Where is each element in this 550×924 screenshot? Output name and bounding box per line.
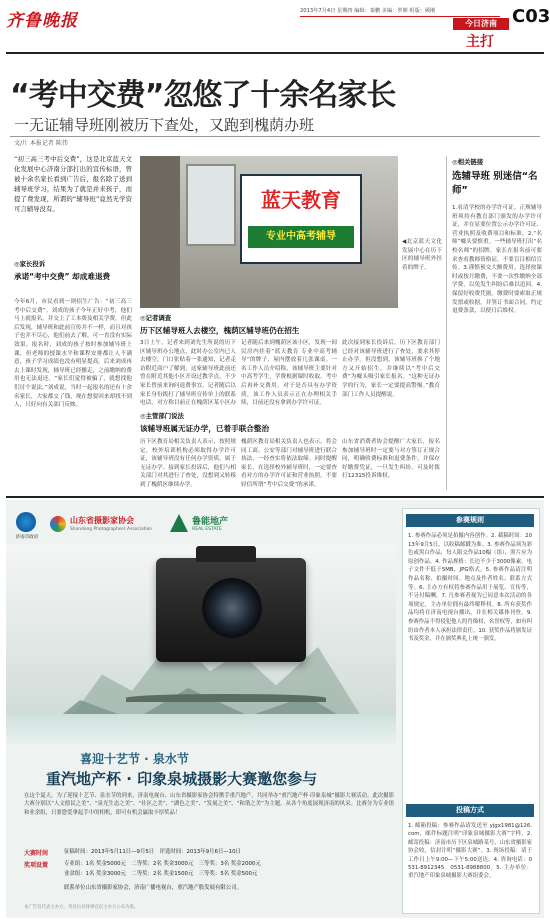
ad-bridge bbox=[126, 694, 326, 702]
header-rule bbox=[6, 52, 544, 54]
headline-rule bbox=[10, 136, 540, 137]
ad-rules-body: 1. 参赛作品必须是拍摄内容创作。2. 截稿时间：2013年9月5日，以收稿邮戳为准。3. 参赛作品须为彩色或黑白作品，每人限交作品10幅（组），照片应为原创作品。4. 作品规格：长边不少于3000像素，电子文件不低于5MB，JPG格式。5. 参赛作品请注明作品名称、拍摄时间、地点及作者姓名、联系方式等。6. 主办方有权将参赛作品用于展览、宣传等，不另付稿酬。7. 凡参赛者视为已同意本次活动的各项规定，主办单位拥有最终解释权。8. 所有获奖作品均将在济南电视台播出，并在相关媒体刊登。9. 参赛作品不得侵犯他人的肖像权、名誉权等，如有纠纷由作者本人承担法律责任。10. 获奖作品将颁发证书及奖金，并在颁奖典礼上统一颁发。 bbox=[408, 533, 532, 643]
ad-footer-note: 本广告仅代表主办方，刊登后具体事宜以主办方公布为准。 bbox=[24, 905, 139, 910]
banner-line2: 专业中高考辅导 bbox=[248, 226, 354, 248]
section1-title: ◎家长投诉 bbox=[14, 260, 46, 268]
camera-lens bbox=[202, 578, 262, 638]
logo2-text: 山东省摄影家协会 bbox=[70, 516, 134, 525]
mid-col2: 记者随后来到槐荫区该小区，发现一间民房内挂着“蓝天教育 专业中高考辅导”的牌子，屋内摆放着几张课桌。一名工作人员介绍称，该辅导班主要针对中高考学生，学费根据课时收取，考中后再补交费用。对于是否具有办学资质，该工作人员表示正在办理相关手续，目前还没有拿到办学许可证。 bbox=[241, 340, 337, 407]
section2-headline: 历下区辅导班人去楼空，槐荫区辅导班仍在招生 bbox=[140, 326, 300, 335]
logo2-emblem bbox=[50, 516, 66, 532]
section1-headline: 承诺“考中交费” 却成难退费 bbox=[14, 272, 111, 281]
ad-block bbox=[6, 500, 544, 918]
ad-camera bbox=[156, 558, 306, 662]
ad-prize-label: 奖项设置 bbox=[24, 862, 49, 869]
header-meta: 2013年7月4日 星期四 编辑：秦鹏 美编：罗婵 组版：顾刚 bbox=[300, 8, 436, 14]
header-meta-rule bbox=[300, 16, 500, 17]
section-name: 主打 bbox=[466, 34, 494, 50]
logo2-en: Shandong Photographers Association bbox=[70, 527, 153, 532]
mid-col3: 此次接到家长投诉后，历下区教育部门已经对该辅导班进行了查处，要求其停止办学。但没想到，该辅导班换了个地方又开始招生，并继续以“考中后交费”为噱头吸引家长报名。“这种无证办学的行为，家长一定要提高警惕。”教育部门工作人员提醒说。 bbox=[342, 340, 440, 398]
photo-caption: ◀北京蓝天文化发展中心在历下区的辅导班外挂着的牌子。 bbox=[402, 239, 442, 271]
photo-window bbox=[186, 164, 236, 246]
section2-title: ◎记者调查 bbox=[140, 314, 172, 322]
section-bar: 今日济南 bbox=[453, 18, 509, 30]
ad-intro: 在这个夏天，为了迎接十艺节、泉水节的到来，济南电视台、山东省摄影家协会特携手重汽地产，共同举办“重汽地产杯·印象泉城”摄影大赛活动。此次摄影大赛分别以“人文德民之美”、“泉光生态之美”、“社区之美”、“湖色之美”、“发展之美”、“和谐之美”为主题。从各个角度展现济南的风采。比赛分为专业组和业余组，只要您爱拿起手中的相机，即可有机会赢取丰厚奖品！ bbox=[24, 793, 394, 816]
byline: 文/片 本报记者 陈伟 bbox=[14, 140, 68, 147]
ad-organizer: 联系单位山东省摄影家协会，济南广播电视台，重汽地产股发展有限公司。 bbox=[64, 885, 242, 891]
ad-prize-row1: 专业组：1名 奖金5000元 二等奖：2名 奖金3000元 三等奖：3名 奖金2000元 bbox=[64, 861, 261, 867]
ad-title-line2: 重汽地产杯 · 印象泉城摄影大赛邀您参与 bbox=[46, 770, 318, 788]
banner-poster bbox=[240, 174, 362, 264]
bottom-col2: 槐荫区教育局相关负责人也表示，将会同工商、公安等部门对辅导班进行联合执法，一经查实将依法取缔。同时提醒家长，在选择校外辅导班时，一定要查看对方的办学许可证和营业执照，不要轻信所谓“考中后交费”的承诺。 bbox=[241, 439, 337, 488]
ad-rules-title: 参赛规则 bbox=[406, 514, 534, 527]
sidebar-rule bbox=[446, 156, 447, 490]
logo3-text: 鲁能地产 bbox=[192, 517, 229, 527]
newspaper-brand: 齐鲁晚报 bbox=[6, 11, 78, 31]
logo1-text: 济南市政府 bbox=[15, 535, 39, 540]
logo3-en: REAL ESTATE bbox=[192, 527, 223, 532]
ad-submit-body: 1. 邮箱投稿：参赛作品请发送至 yjgx1981@126.com，邮件标题注明“印象泉城摄影大赛”字样。2. 邮寄投稿：济南市历下区泉城路某号，山东省摄影家协会收，信封注明“摄影大赛”。3. 现场投稿：请于工作日上午9:00—下午5:00送达。4. 咨询电话：0531-8912345 0531-8988800。5. 主办单位：重汽地产印象泉城摄影大赛组委会。 bbox=[408, 823, 532, 880]
ad-time-value: 征稿时间：2013年5月11日—9月5日 评选时间：2013年9月6日—10日 bbox=[64, 849, 241, 855]
banner-line1: 蓝天教育 bbox=[261, 188, 341, 212]
ad-time-label: 大赛时间 bbox=[24, 850, 49, 857]
section3-title: ◎主管部门说法 bbox=[140, 412, 184, 420]
logo3-emblem bbox=[170, 514, 188, 532]
bottom-col1: 历下区教育局相关负责人表示，按照规定，校外培训机构必须取得办学许可证，该辅导班没有任何办学资质，属于无证办学。接到家长投诉后，他们与相关部门对其进行了查处，没想到又转移到了槐荫区继续办学。 bbox=[140, 439, 236, 488]
article-photo bbox=[140, 156, 398, 308]
ad-water bbox=[6, 714, 396, 744]
ad-divider bbox=[6, 496, 544, 498]
section3-headline: 该辅导班属无证办学，已着手联合整治 bbox=[140, 424, 270, 433]
logo1-emblem bbox=[16, 512, 36, 532]
mid-col1: 3日上午，记者来到刘先生所说的历下区辅导班办公地点，此时办公室内已人去楼空，门口张贴着一张通知，记者走访附近商户了解到，这家辅导班此前还曾在附近其他小区开设过教学点，不少家长曾前来询问退费事宜。记者随后以家长身份拨打了辅导班宣传单上的联系电话，对方称目前正在槐荫区某小区办 bbox=[140, 340, 236, 407]
page-number: C03 bbox=[512, 6, 550, 27]
sidebar-headline: 选辅导班 别迷信“名师” bbox=[452, 171, 538, 196]
ad-submit-title: 投稿方式 bbox=[406, 804, 534, 817]
ad-title-line1: 喜迎十艺节 · 泉水节 bbox=[80, 752, 189, 766]
lede: “初三高三考中后交费”，这是北京蓝天文化发展中心济南分部打出的宣传标语，曾被十余名家长看到广告后，报名除了送到辅导班学习，结果为了就是并来孩子，而提了费发现，所谓的“辅导班”竟然无学资可言辅导没有。 bbox=[14, 155, 132, 213]
ad-mountain-scene bbox=[6, 544, 396, 744]
photo-wall-dark bbox=[140, 156, 180, 308]
ad-prize-row2: 业余组：1名 奖金3000元 二等奖：2名 奖金1500元 三等奖：5名 奖金500元 bbox=[64, 871, 258, 877]
col1-body: 今年6月，市民看到一则招生广告：“初三高三考中后交费”。刘成的孩子今年正好中考，他们马上就报名，并交上了工本费及相关学费。但此后发现，辅导班和此前宣传并不一样，而且对孩子也并不尽心，他们前去了解，可一直没有实际效果。报名时，刘成的孩子按时参加辅导班上课，但老师的授课水平和课程安排都让人不满意，孩子学习成绩也没有明显提高。后来刘成再去上课时发现，辅导班已经搬走，之前缴纳的费用也无法退还。“家长们觉得被骗了，就想找他们讨个说法。”刘成说，当时一起报名的还有十余名家长，大家都交了钱，现在想要回来却找不到人，只好向有关部门反映。 bbox=[14, 299, 132, 409]
article-headline: “考中交费”忽悠了十余名家长 bbox=[10, 78, 396, 113]
sidebar-body: 1.看清学校的办学许可证。正规辅导班须持有教育部门颁发的办学许可证，并在显要位置公示办学许可证、营业执照及收费项目和标准。2.“名师”噱头要慎重。一些辅导班打出“名校名师”的招牌，家长在报名前可要求查看教师资格证，不要盲目相信宣传。3.谨慎预交大额费用。选择按课时或按月缴费，不要一次性缴纳全部学费，以免发生纠纷后难以追回。4.保留好收费凭据。缴费时要索取正规发票或收据，并签订书面合同，约定退费条款，以便日后维权。 bbox=[452, 205, 542, 315]
sidebar-title: ◎相关链接 bbox=[452, 158, 484, 166]
camera-top bbox=[196, 546, 256, 562]
bottom-col3: 山东省消费者协会提醒广大家长，报名参加辅导班时一定要与对方签订正规合同，明确收费标准和退费条件，并保存好缴费凭证，一旦发生纠纷，可及时拨打12315投诉维权。 bbox=[342, 439, 440, 480]
article-subhead: 一无证辅导班刚被历下查处，又跑到槐荫办班 bbox=[14, 116, 315, 134]
